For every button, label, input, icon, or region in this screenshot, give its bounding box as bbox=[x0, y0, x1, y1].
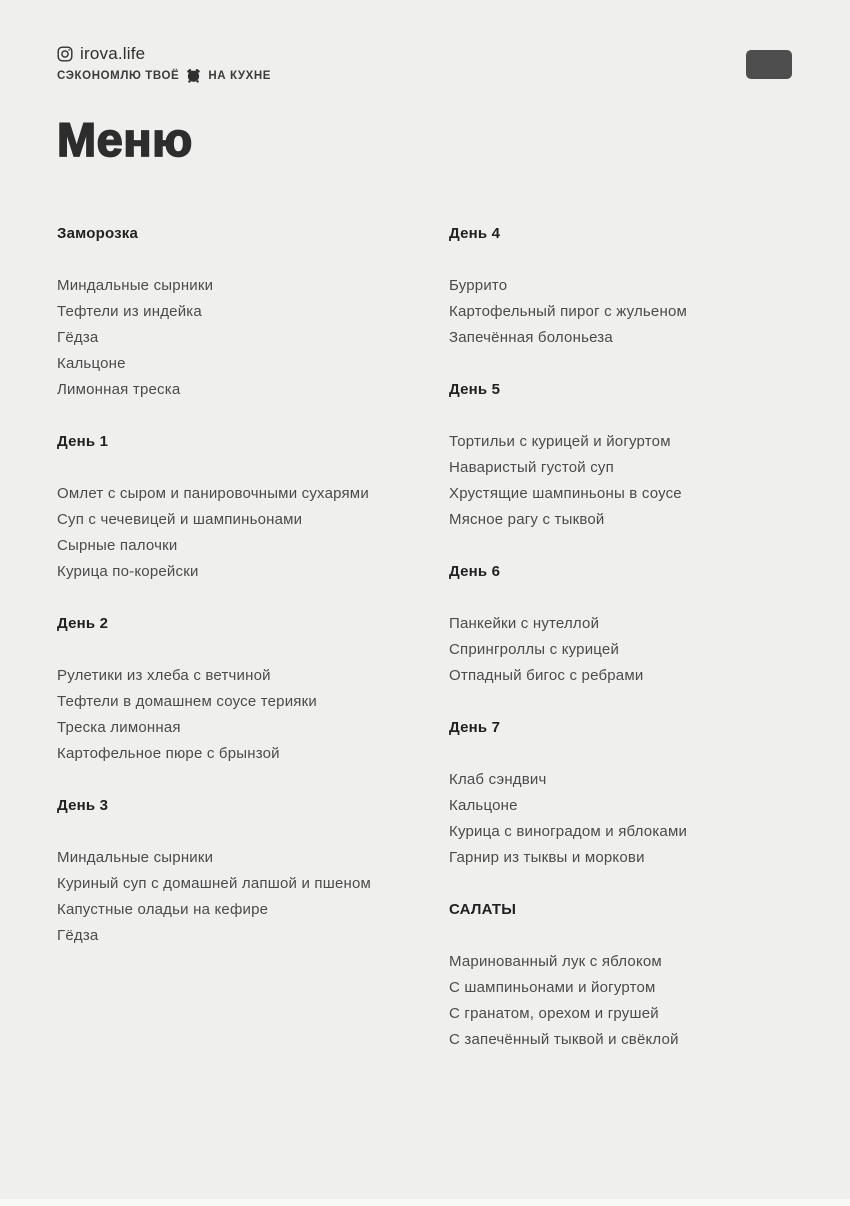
section-items bbox=[57, 845, 449, 949]
menu-item: Лимонная треска bbox=[57, 381, 181, 398]
menu-item: Треска лимонная bbox=[57, 719, 181, 736]
page-header bbox=[57, 44, 271, 83]
menu-item: Тефтели из индейка bbox=[57, 303, 202, 320]
section-heading: День 2 bbox=[57, 615, 109, 632]
section-items bbox=[57, 273, 449, 403]
instagram-handle-row bbox=[57, 44, 271, 64]
menu-item: Миндальные сырники bbox=[57, 277, 214, 294]
menu-item: С шампиньонами и йогуртом bbox=[449, 979, 656, 996]
menu-section bbox=[449, 559, 820, 689]
section-heading: День 6 bbox=[449, 563, 501, 580]
menu-item: Тортильи с курицей и йогуртом bbox=[449, 433, 671, 450]
section-items bbox=[449, 949, 820, 1053]
section-heading: Заморозка bbox=[57, 225, 139, 242]
menu-item: Гарнир из тыквы и моркови bbox=[449, 849, 645, 866]
menu-item: Кальцоне bbox=[57, 355, 126, 372]
menu-item: Гёдза bbox=[57, 927, 99, 944]
menu-item: Тефтели в домашнем соусе терияки bbox=[57, 693, 317, 710]
menu-item: Картофельный пирог с жульеном bbox=[449, 303, 688, 320]
menu-item: Хрустящие шампиньоны в соусе bbox=[449, 485, 682, 502]
tagline-text-after: НА КУХНЕ bbox=[208, 69, 272, 82]
menu-item: Спрингроллы с курицей bbox=[449, 641, 620, 658]
menu-item: Мясное рагу с тыквой bbox=[449, 511, 605, 528]
menu-item: Панкейки с нутеллой bbox=[449, 615, 600, 632]
section-items bbox=[57, 481, 449, 585]
menu-section bbox=[449, 715, 820, 871]
section-items bbox=[449, 273, 820, 351]
menu-item: Миндальные сырники bbox=[57, 849, 214, 866]
alarm-clock-icon bbox=[184, 68, 203, 83]
menu-item: Клаб сэндвич bbox=[449, 771, 547, 788]
menu-item: Маринованный лук с яблоком bbox=[449, 953, 662, 970]
page-bottom-strip bbox=[0, 1199, 850, 1206]
menu-section bbox=[449, 221, 820, 351]
menu-item: С запечённый тыквой и свёклой bbox=[449, 1031, 679, 1048]
section-items bbox=[449, 611, 820, 689]
menu-item: Курица с виноградом и яблоками bbox=[449, 823, 688, 840]
instagram-icon bbox=[57, 46, 73, 62]
menu-item: Буррито bbox=[449, 277, 508, 294]
tagline-text-before: СЭКОНОМЛЮ ТВОЁ bbox=[57, 69, 180, 82]
section-items bbox=[449, 767, 820, 871]
menu-item: Запечённая болоньеза bbox=[449, 329, 613, 346]
instagram-handle: irova.life bbox=[80, 44, 146, 63]
section-heading: День 1 bbox=[57, 433, 109, 450]
menu-item: С гранатом, орехом и грушей bbox=[449, 1005, 659, 1022]
menu-section bbox=[57, 221, 449, 403]
menu-section bbox=[449, 897, 820, 1053]
menu-column-right bbox=[449, 221, 820, 1079]
menu-item: Суп с чечевицей и шампиньонами bbox=[57, 511, 303, 528]
menu-columns bbox=[57, 221, 820, 1079]
menu-item: Отпадный бигос с ребрами bbox=[449, 667, 644, 684]
menu-item: Наваристый густой суп bbox=[449, 459, 614, 476]
menu-item: Рулетики из хлеба с ветчиной bbox=[57, 667, 271, 684]
menu-section bbox=[57, 429, 449, 585]
menu-column-left bbox=[57, 221, 449, 1079]
menu-item: Омлет с сыром и панировочными сухарями bbox=[57, 485, 369, 502]
menu-item: Гёдза bbox=[57, 329, 99, 346]
menu-item: Куриный суп с домашней лапшой и пшеном bbox=[57, 875, 372, 892]
section-heading: День 4 bbox=[449, 225, 501, 242]
page-title: Меню bbox=[57, 113, 193, 166]
menu-item: Капустные оладьи на кефире bbox=[57, 901, 269, 918]
section-items bbox=[57, 663, 449, 767]
menu-section bbox=[57, 793, 449, 949]
section-heading: САЛАТЫ bbox=[449, 901, 517, 918]
menu-section bbox=[449, 377, 820, 533]
menu-item: Картофельное пюре с брынзой bbox=[57, 745, 280, 762]
section-heading: День 5 bbox=[449, 381, 501, 398]
section-heading: День 7 bbox=[449, 719, 501, 736]
menu-item: Сырные палочки bbox=[57, 537, 178, 554]
menu-item: Курица по-корейски bbox=[57, 563, 199, 580]
menu-section bbox=[57, 611, 449, 767]
dark-logo-block bbox=[746, 50, 792, 79]
tagline bbox=[57, 68, 271, 83]
section-heading: День 3 bbox=[57, 797, 109, 814]
menu-item: Кальцоне bbox=[449, 797, 518, 814]
section-items bbox=[449, 429, 820, 533]
